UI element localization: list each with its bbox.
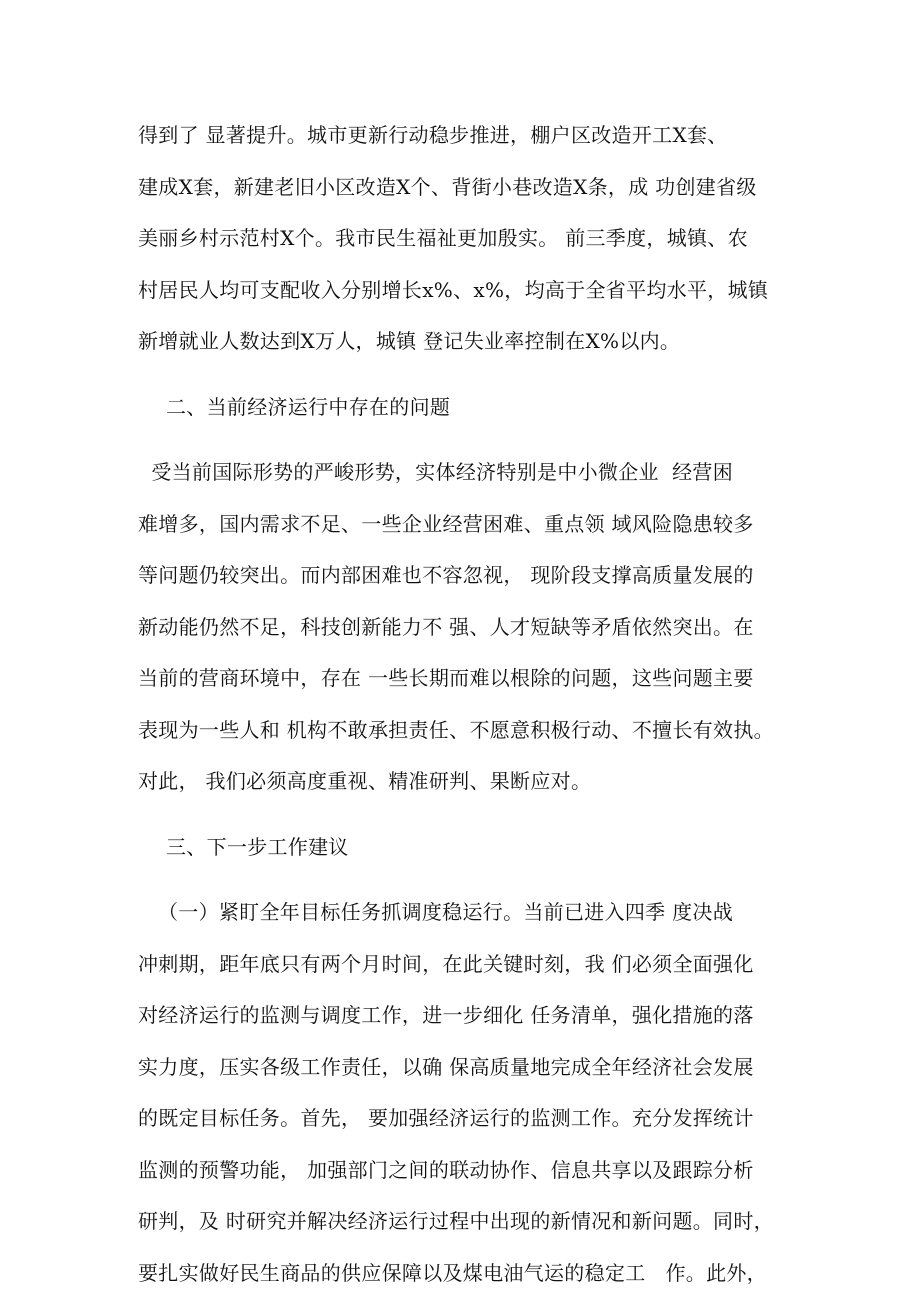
text-line: 对此， 我们必须高度重视、精准研判、果断应对。: [138, 769, 592, 793]
text-line: 表现为一些人和 机构不敢承担责任、不愿意积极行动、不擅长有效执。: [138, 717, 774, 742]
paragraph-next-steps: [138, 887, 800, 1299]
section-heading-problems: [138, 382, 800, 434]
text-line: 的既定目标任务。首先， 要加强经济运行的监测工作。充分发挥统计: [138, 1106, 754, 1130]
heading-text: 三、下一步工作建议: [166, 834, 349, 859]
text-line: 村居民人均可支配收入分别增长x%、x%，均高于全省平均水平，城镇: [138, 277, 769, 302]
text-line: 等问题仍较突出。而内部困难也不容忽视， 现阶段支撑高质量发展的: [138, 563, 754, 587]
paragraph-problems: [138, 447, 800, 808]
text-line: 受当前国际形势的严峻形势，实体经济特别是中小微企业 经营困: [138, 460, 734, 484]
text-line: 要扎实做好民生商品的供应保障以及煤电油气运的稳定工 作。此外，: [138, 1260, 767, 1285]
text-line: 新动能仍然不足，科技创新能力不 强、人才短缺等矛盾依然突出。在: [138, 614, 754, 639]
text-line: （一）紧盯全年目标任务抓调度稳运行。当前已进入四季 度决战: [138, 900, 734, 924]
text-line: 当前的营商环境中，存在 一些长期而难以根除的问题，这些问题主要: [138, 666, 754, 690]
text-line: 冲刺期，距年底只有两个月时间，在此关键时刻，我 们必须全面强化: [138, 951, 754, 976]
text-line: 美丽乡村示范村X个。我市民生福祉更加殷实。 前三季度，城镇、农: [138, 226, 748, 250]
text-line: 难增多，国内需求不足、一些企业经营困难、重点领 域风险隐患较多: [138, 511, 754, 536]
text-line: 监测的预警功能， 加强部门之间的联动协作、信息共享以及跟踪分析: [138, 1157, 754, 1182]
text-line: 对经济运行的监测与调度工作，进一步细化 任务清单，强化措施的落: [138, 1003, 754, 1027]
text-line: 研判，及 时研究并解决经济运行过程中出现的新情况和新问题。同时，: [138, 1209, 774, 1233]
section-heading-next-steps: [138, 822, 800, 874]
text-line: 实力度，压实各级工作责任，以确 保高质量地完成全年经济社会发展: [138, 1054, 754, 1079]
paragraph-achievements: [138, 110, 800, 368]
text-line: 得到了 显著提升。城市更新行动稳步推进，棚户区改造开工X套、: [138, 123, 728, 147]
text-line: 新增就业人数达到X万人，城镇 登记失业率控制在X%以内。: [138, 329, 681, 353]
heading-text: 二、当前经济运行中存在的问题: [166, 394, 451, 419]
text-line: 建成X套，新建老旧小区改造X个、背街小巷改造X条，成 功创建省级: [138, 174, 757, 199]
